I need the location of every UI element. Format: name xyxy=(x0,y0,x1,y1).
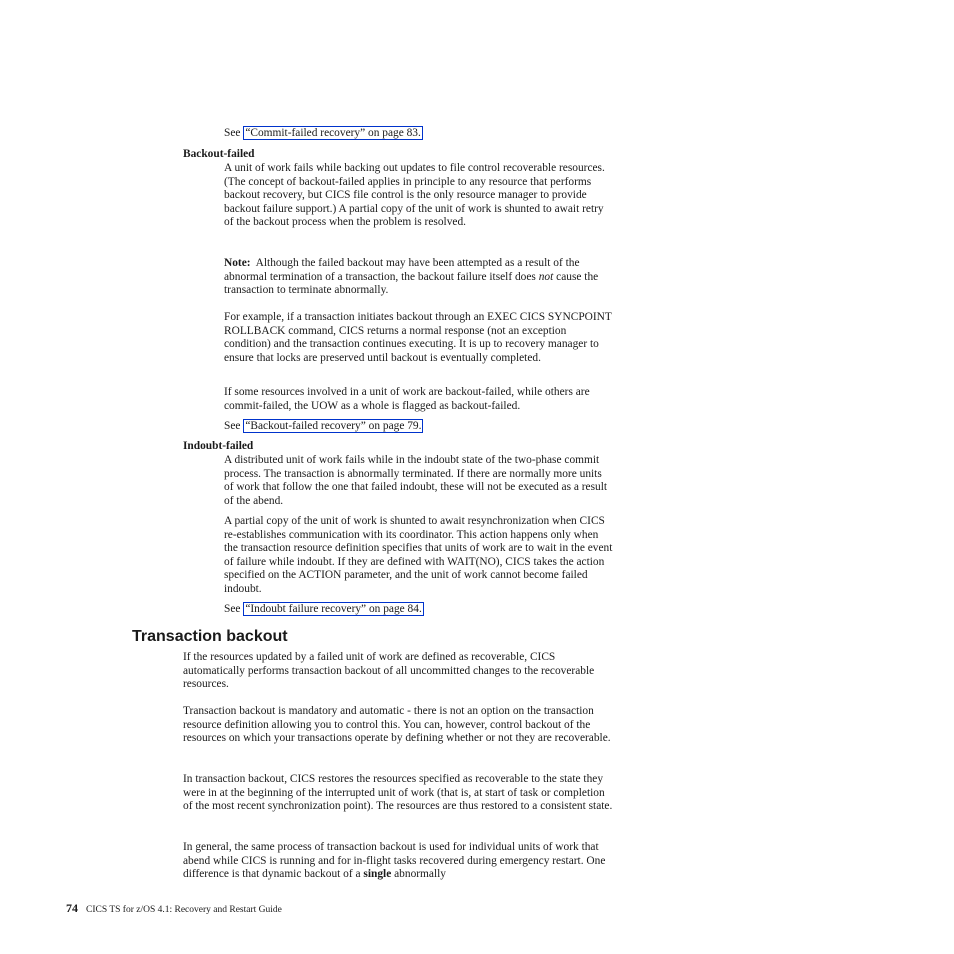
indoubt-failed-para-2: A partial copy of the unit of work is shunted to await resynchronization when CICS re-establishes communication with its coordinator. This action happens only when the transaction resource definition specifies that units of work are to wait in the event of failure while indoubt. If they are defined with WAIT(NO), CICS takes the action specified on the ACTION parameter, and the unit of work cannot become failed indoubt. xyxy=(224,515,613,595)
book-title: CICS TS for z/OS 4.1: Recovery and Restart Guide xyxy=(86,905,282,915)
transaction-backout-para-3: In transaction backout, CICS restores the resources specified as recoverable to the state they were in at the beginning of the interrupted unit of work (that is, at start of task or completion of the most recent synchronization point). The resources are thus restored to a consistent state. xyxy=(183,773,613,813)
backout-failed-para-1: A unit of work fails while backing out updates to file control recoverable resources. (The concept of backout-failed applies in principle to any resource that performs backout recovery, but CICS file control is the only resource manager to provide backout failure support.) A partial copy of the unit of work is shunted to await retry of the backout process when the problem is resolved. xyxy=(224,162,605,229)
section-heading: Transaction backout xyxy=(132,628,288,645)
transaction-backout-para-1: If the resources updated by a failed unit of work are defined as recoverable, CICS automatically performs transaction backout of all uncommitted changes to the recoverable resources. xyxy=(183,651,595,691)
page-number: 74 xyxy=(66,901,78,915)
bold-single: single xyxy=(363,868,392,881)
backout-failed-para-3: If some resources involved in a unit of work are backout-failed, while others are commit-failed, the UOW as a whole is flagged as backout-failed. xyxy=(224,386,590,412)
see-commit-failed: See “Commit-failed recovery” on page 83. xyxy=(224,127,421,139)
see-indoubt-failed: See “Indoubt failure recovery” on page 84. xyxy=(224,603,422,615)
term-backout-failed: Backout-failed xyxy=(183,148,255,160)
see-backout-failed: See “Backout-failed recovery” on page 79. xyxy=(224,420,422,432)
indoubt-failed-para-1: A distributed unit of work fails while in the indoubt state of the two-phase commit process. The transaction is abnormally terminated. If there are normally more units of work that follow the one that failed indoubt, these will not be executed as a result of the abend. xyxy=(224,454,608,507)
term-indoubt-failed: Indoubt-failed xyxy=(183,440,254,452)
transaction-backout-para-2: Transaction backout is mandatory and automatic - there is not an option on the transaction resource definition allowing you to control this. You can, however, control backout of the resources on which your transactions operate by defining whether or not they are recoverable. xyxy=(183,705,611,745)
commit-failed-recovery-link[interactable]: “Commit-failed recovery” on page 83. xyxy=(245,127,421,139)
transaction-backout-para-4: In general, the same process of transaction backout is used for individual units of work that abend while CICS is running and for in-flight tasks recovered during emergency restart. One difference is that dynamic backout of a single abnormally xyxy=(183,841,606,881)
backout-failed-para-2: For example, if a transaction initiates backout through an EXEC CICS SYNCPOINT ROLLBACK command, CICS returns a normal response (not an exception condition) and the transaction continues executing. It is up to recovery manager to ensure that locks are preserved until backout is eventually completed. xyxy=(224,311,612,364)
backout-failed-recovery-link[interactable]: “Backout-failed recovery” on page 79. xyxy=(245,420,422,432)
backout-failed-note: Note: Although the failed backout may have been attempted as a result of the abnormal termination of a transaction, the backout failure itself does not cause the transaction to terminate abnormally. xyxy=(224,257,599,297)
page-footer xyxy=(66,901,282,916)
note-italic-not: not xyxy=(538,270,554,283)
note-label: Note: xyxy=(224,257,251,269)
indoubt-failure-recovery-link[interactable]: “Indoubt failure recovery” on page 84. xyxy=(245,603,422,615)
